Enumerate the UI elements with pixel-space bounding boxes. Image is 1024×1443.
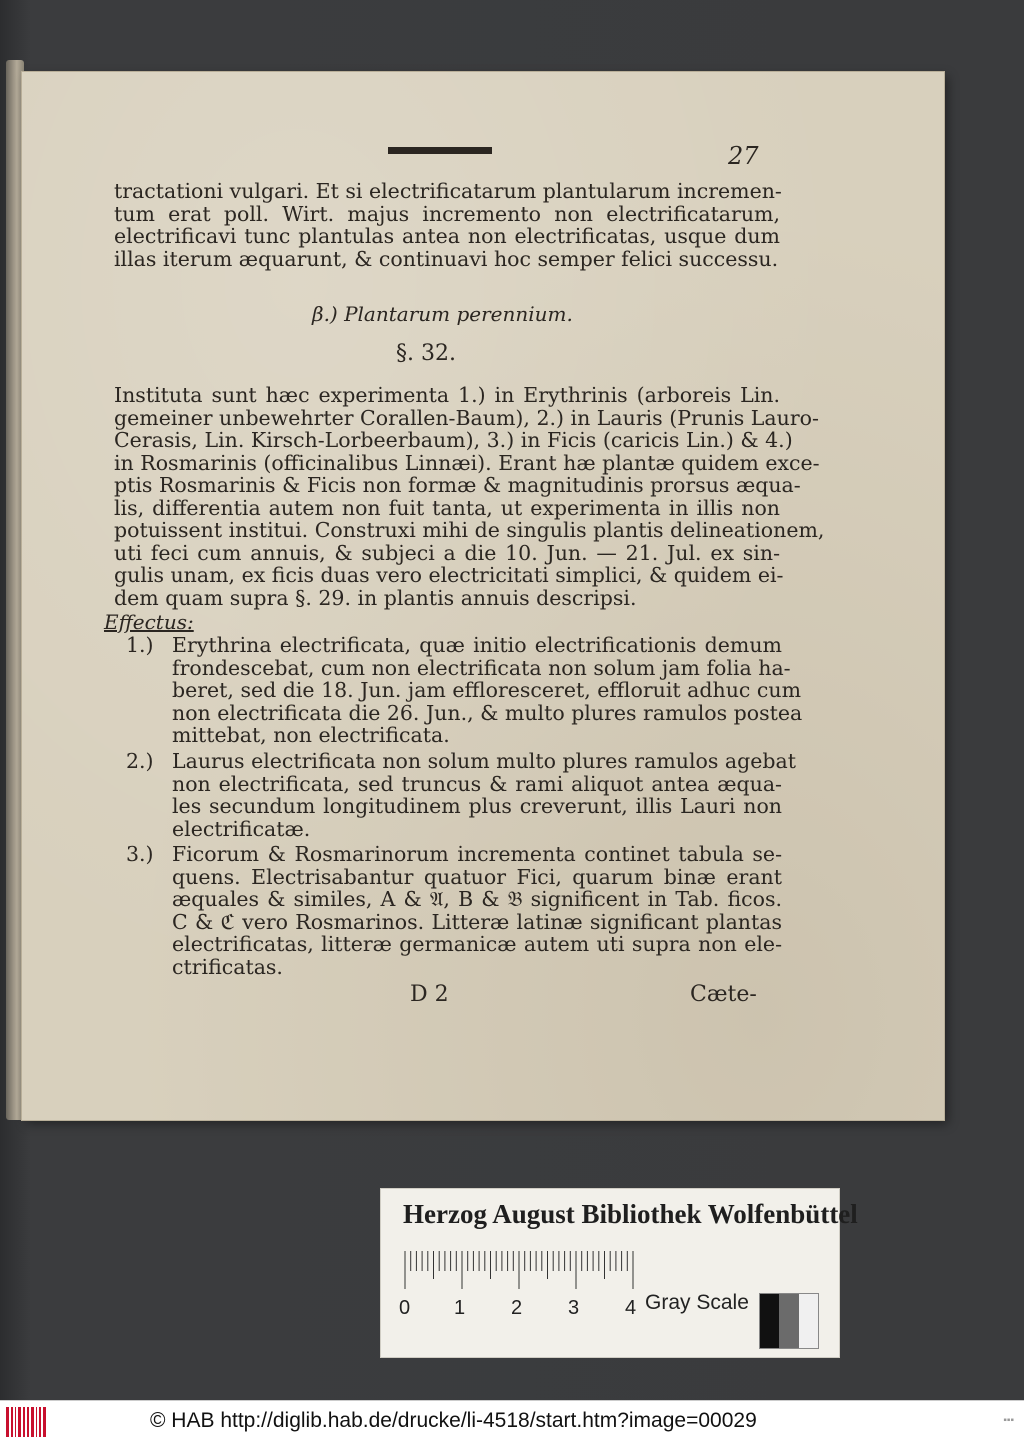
- gray-scale-label: Gray Scale: [645, 1291, 749, 1314]
- text-line: non electrificata, sed truncus & rami aliquot antea æqua-: [172, 771, 782, 796]
- section-heading: β.) Plantarum perennium.: [312, 302, 573, 326]
- ruler-number: 2: [511, 1297, 523, 1319]
- text-line: Erythrina electrificata, quæ initio electrificationis demum: [172, 633, 782, 657]
- main-paragraph: [114, 383, 825, 610]
- text-line: potuissent institui. Construxi mihi de singulis plantis delineationem,: [114, 518, 825, 542]
- text-line: les secundum longitudinem plus creverunt, illis Lauri non: [172, 794, 782, 818]
- ruler-number: 3: [568, 1297, 580, 1319]
- book-page: [22, 72, 944, 1120]
- swatch-black: [760, 1294, 779, 1348]
- gray-scale-swatch: [759, 1293, 819, 1349]
- list-item-text: [172, 843, 782, 978]
- text-line: gemeiner unbewehrter Corallen-Baum), 2.) in Lauris (Prunis Lauro-: [114, 405, 819, 430]
- signature-mark: D 2: [410, 982, 449, 1007]
- text-line: non electrificata die 26. Jun., & multo plures ramulos postea: [172, 700, 803, 725]
- copyright-link[interactable]: © HAB http://diglib.hab.de/drucke/li-4518/start.htm?image=00029: [150, 1409, 757, 1432]
- ruler-number: 1: [454, 1297, 466, 1319]
- header-rule: [388, 147, 492, 154]
- list-item-number: 3.): [126, 842, 154, 866]
- text-line: ptis Rosmarinis & Ficis non formæ & magnitudinis prorsus æqua-: [114, 473, 801, 497]
- text-line: tractationi vulgari. Et si electrificatarum plantularum incremen-: [114, 179, 782, 203]
- text-line: beret, sed die 18. Jun. jam effloresceret, effloruit adhuc cum: [172, 678, 802, 702]
- text-line: dem quam supra §. 29. in plantis annuis descripsi.: [114, 585, 637, 610]
- list-item-number: 2.): [126, 749, 154, 773]
- swatch-white: [799, 1294, 818, 1348]
- text-line: lis, differentia autem non fuit tanta, ut experimenta in illis non: [114, 495, 780, 520]
- text-line: Cerasis, Lin. Kirsch-Lorbeerbaum), 3.) in Ficis (caricis Lin.) & 4.): [114, 428, 793, 452]
- text-line: frondescebat, cum non electrificata non solum jam folia ha-: [172, 655, 791, 680]
- text-line: electrificatas, litteræ germanicæ autem uti supra non ele-: [172, 932, 782, 956]
- library-name: Herzog August Bibliothek Wolfenbüttel: [403, 1199, 858, 1229]
- text-line: mittebat, non electrificata.: [172, 723, 450, 747]
- text-line: tum erat poll. Wirt. majus incremento non electrificatarum,: [114, 201, 780, 226]
- ruler-number: 4: [625, 1297, 637, 1319]
- text-line: Instituta sunt hæc experimenta 1.) in Erythrinis (arboreis Lin.: [114, 383, 780, 407]
- text-line: Ficorum & Rosmarinorum incrementa continet tabula se-: [172, 842, 782, 866]
- text-line: illas iterum æquarunt, & continuavi hoc semper felici successu.: [114, 246, 779, 271]
- text-line: ctrificatas.: [172, 954, 283, 979]
- list-item-text: [172, 633, 803, 747]
- ruler-number: 0: [399, 1297, 411, 1319]
- ruler-ticks: [403, 1251, 639, 1291]
- text-line: electrificavi tunc plantulas antea non electrificatas, usque dum: [114, 224, 780, 248]
- text-line: electrificatæ.: [172, 816, 311, 841]
- color-ruler-card: [380, 1188, 858, 1358]
- text-line: quens. Electrisabantur quatuor Fici, quarum binæ erant: [172, 864, 782, 889]
- text-line: uti feci cum annuis, & subjeci a die 10. Jun. — 21. Jul. ex sin-: [114, 540, 780, 565]
- text-line: æquales & similes, A & 𝔄, B & 𝔅 significent in Tab. ficos.: [172, 887, 782, 911]
- effectus-label: Effectus:: [104, 610, 194, 634]
- list-item-text: [172, 749, 796, 841]
- intro-paragraph: [114, 180, 780, 270]
- ruler-numbers: [399, 1297, 643, 1327]
- text-line: in Rosmarinis (officinalibus Linnæi). Erant hæ plantæ quidem exce-: [114, 450, 820, 475]
- page-number: 27: [728, 142, 759, 170]
- footer-bar: [0, 1400, 1024, 1443]
- catchword: Cæte-: [690, 982, 757, 1007]
- section-number: §. 32.: [396, 341, 456, 366]
- text-line: C & ℭ vero Rosmarinos. Litteræ latinæ significant plantas: [172, 909, 782, 934]
- more-icon[interactable]: ▪▪▪: [1003, 1415, 1014, 1426]
- swatch-gray: [779, 1294, 798, 1348]
- text-line: Laurus electrificata non solum multo plures ramulos agebat: [172, 749, 796, 773]
- text-line: gulis unam, ex ficis duas vero electricitati simplici, & quidem ei-: [114, 563, 784, 587]
- list-item-number: 1.): [126, 633, 154, 657]
- hab-logo-icon: [6, 1407, 46, 1437]
